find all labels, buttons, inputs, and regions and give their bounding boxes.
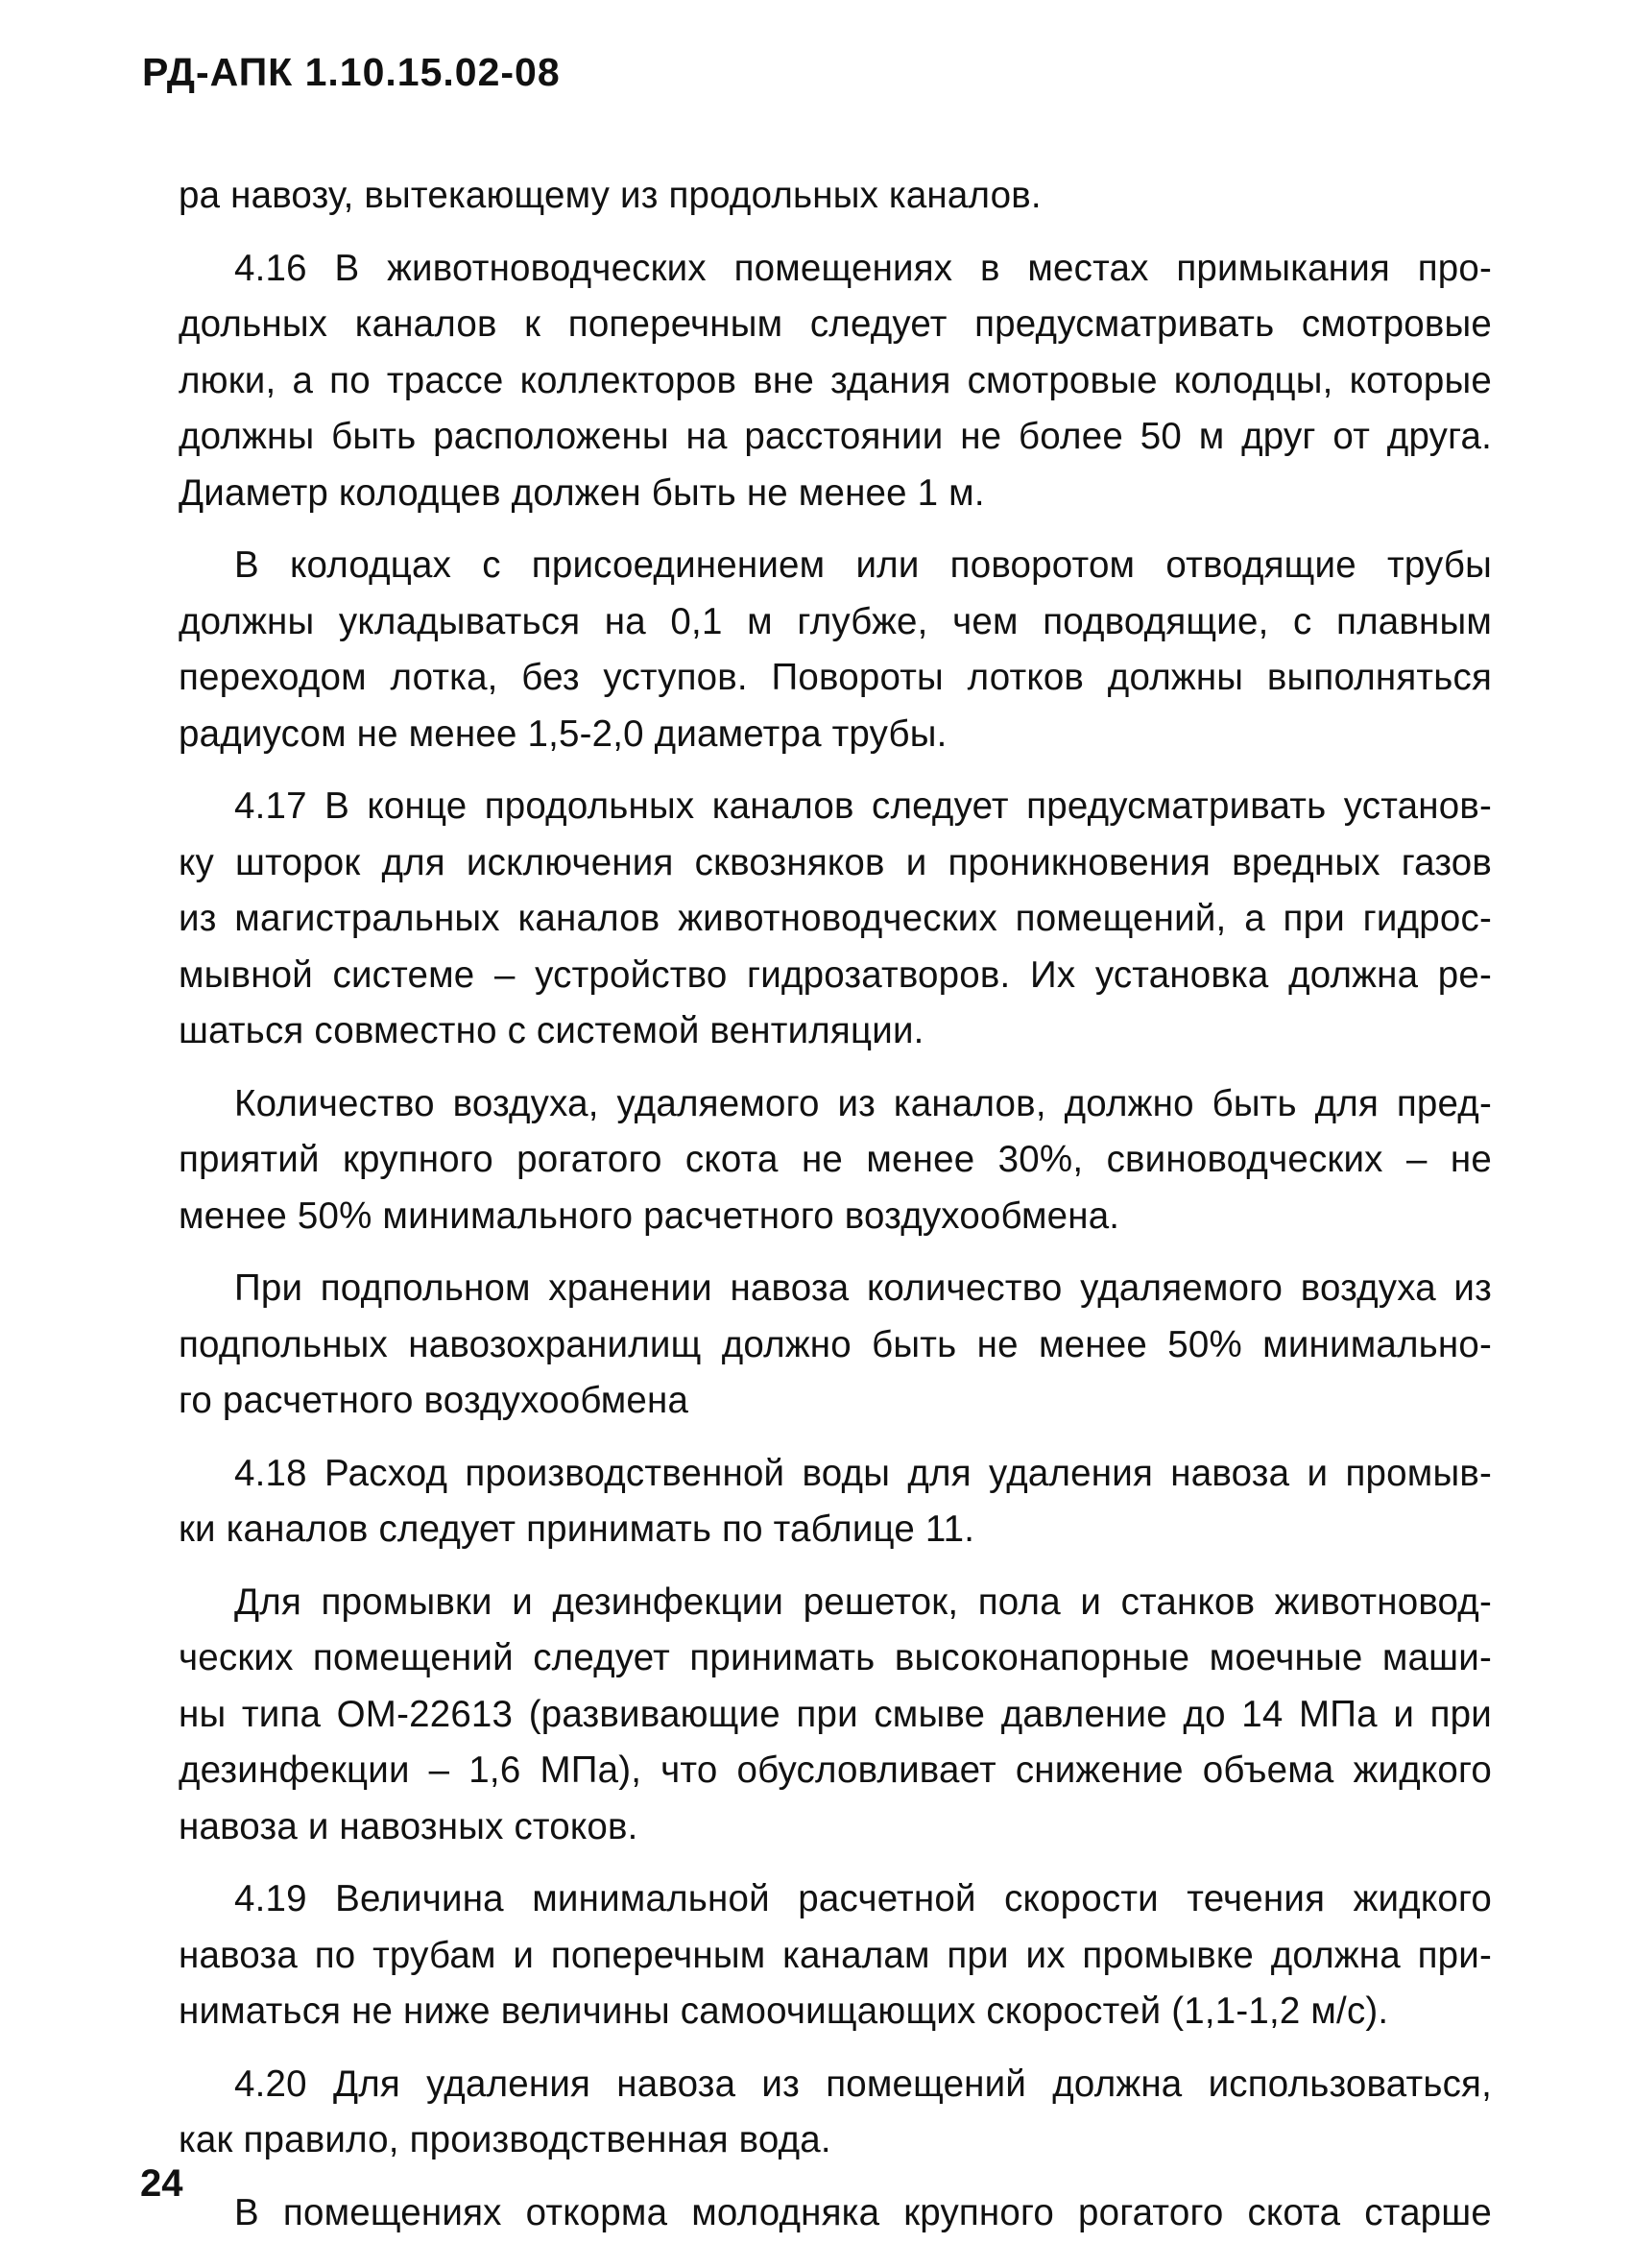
text-line: 4.19 Величина минимальной расчетной скорости течения жидкого	[234, 1878, 1492, 1919]
paragraph-4-16	[179, 241, 1492, 522]
text-line: Для промывки и дезинфекции решеток, пола и станков животновод-	[234, 1580, 1492, 1623]
text-line: 4.20 Для удаления навоза из помещений должна использоваться,	[234, 2063, 1492, 2105]
text-line: В колодцах с присоединением или поворотом отводящие трубы	[234, 544, 1492, 586]
paragraph-4-17	[179, 779, 1492, 1060]
text-line: радиусом не менее 1,5-2,0 диаметра трубы.	[179, 712, 948, 755]
text-line: из магистральных каналов животноводческих помещений, а при гидрос-	[179, 898, 1492, 939]
text-line: дезинфекции – 1,6 МПа), что обусловливает снижение объема жидкого	[179, 1749, 1492, 1791]
text-line: 4.17 В конце продольных каналов следует предусматривать установ-	[234, 785, 1492, 827]
paragraph	[179, 1261, 1492, 1430]
text-line: должны быть расположены на расстоянии не более 50 м друг от друга.	[179, 416, 1492, 457]
text-line: дольных каналов к поперечным следует предусматривать смотровые	[179, 303, 1492, 345]
paragraph	[179, 2185, 1492, 2242]
text-line: 4.18 Расход производственной воды для удаления навоза и промыв-	[234, 1452, 1492, 1494]
text-line: менее 50% минимального расчетного воздухообмена.	[179, 1194, 1120, 1237]
text-line: В помещениях откорма молодняка крупного рогатого скота старше	[234, 2191, 1492, 2233]
paragraph	[179, 1076, 1492, 1245]
text-line: приятий крупного рогатого скота не менее 30%, свиноводческих – не	[179, 1139, 1492, 1180]
text-line: ны типа ОМ-22613 (развивающие при смыве давление до 14 МПа и при	[179, 1693, 1492, 1735]
text-line: ку шторок для исключения сквозняков и проникновения вредных газов	[179, 841, 1492, 883]
body-text	[179, 168, 1492, 2241]
text-line: го расчетного воздухообмена	[179, 1380, 689, 1421]
paragraph	[179, 1575, 1492, 1856]
text-line: как правило, производственная вода.	[179, 2119, 831, 2160]
paragraph-4-19	[179, 1871, 1492, 2040]
paragraph-4-18	[179, 1446, 1492, 1558]
page-number: 24	[140, 2162, 183, 2205]
text-line: переходом лотка, без уступов. Повороты лотков должны выполняться	[179, 657, 1492, 698]
text-line: ра навозу, вытекающему из продольных каналов.	[179, 175, 1042, 216]
text-line: ниматься не ниже величины самоочищающих скоростей (1,1-1,2 м/с).	[179, 1991, 1389, 2032]
paragraph	[179, 538, 1492, 762]
text-line: должны укладываться на 0,1 м глубже, чем подводящие, с плавным	[179, 600, 1492, 642]
text-line: Диаметр колодцев должен быть не менее 1 м.	[179, 471, 985, 514]
text-line: ческих помещений следует принимать высоконапорные моечные маши-	[179, 1637, 1492, 1678]
text-line: При подпольном хранении навоза количество удаляемого воздуха из	[234, 1267, 1492, 1309]
text-line: шаться совместно с системой вентиляции.	[179, 1010, 924, 1051]
document-code-header: РД-АПК 1.10.15.02-08	[142, 50, 561, 94]
text-line: навоза по трубам и поперечным каналам при их промывке должна при-	[179, 1934, 1492, 1976]
paragraph-4-20	[179, 2057, 1492, 2169]
text-line: люки, а по трассе коллекторов вне здания смотровые колодцы, которые	[179, 359, 1492, 401]
text-line: навоза и навозных стоков.	[179, 1805, 638, 1847]
text-line: Количество воздуха, удаляемого из каналов, должно быть для пред-	[234, 1082, 1492, 1124]
text-line: мывной системе – устройство гидрозатворов. Их установка должна ре-	[179, 953, 1492, 996]
paragraph	[179, 168, 1492, 225]
text-line: 4.16 В животноводческих помещениях в местах примыкания про-	[234, 247, 1492, 289]
text-line: подпольных навозохранилищ должно быть не менее 50% минимально-	[179, 1323, 1492, 1365]
text-line: ки каналов следует принимать по таблице 11.	[179, 1508, 975, 1550]
